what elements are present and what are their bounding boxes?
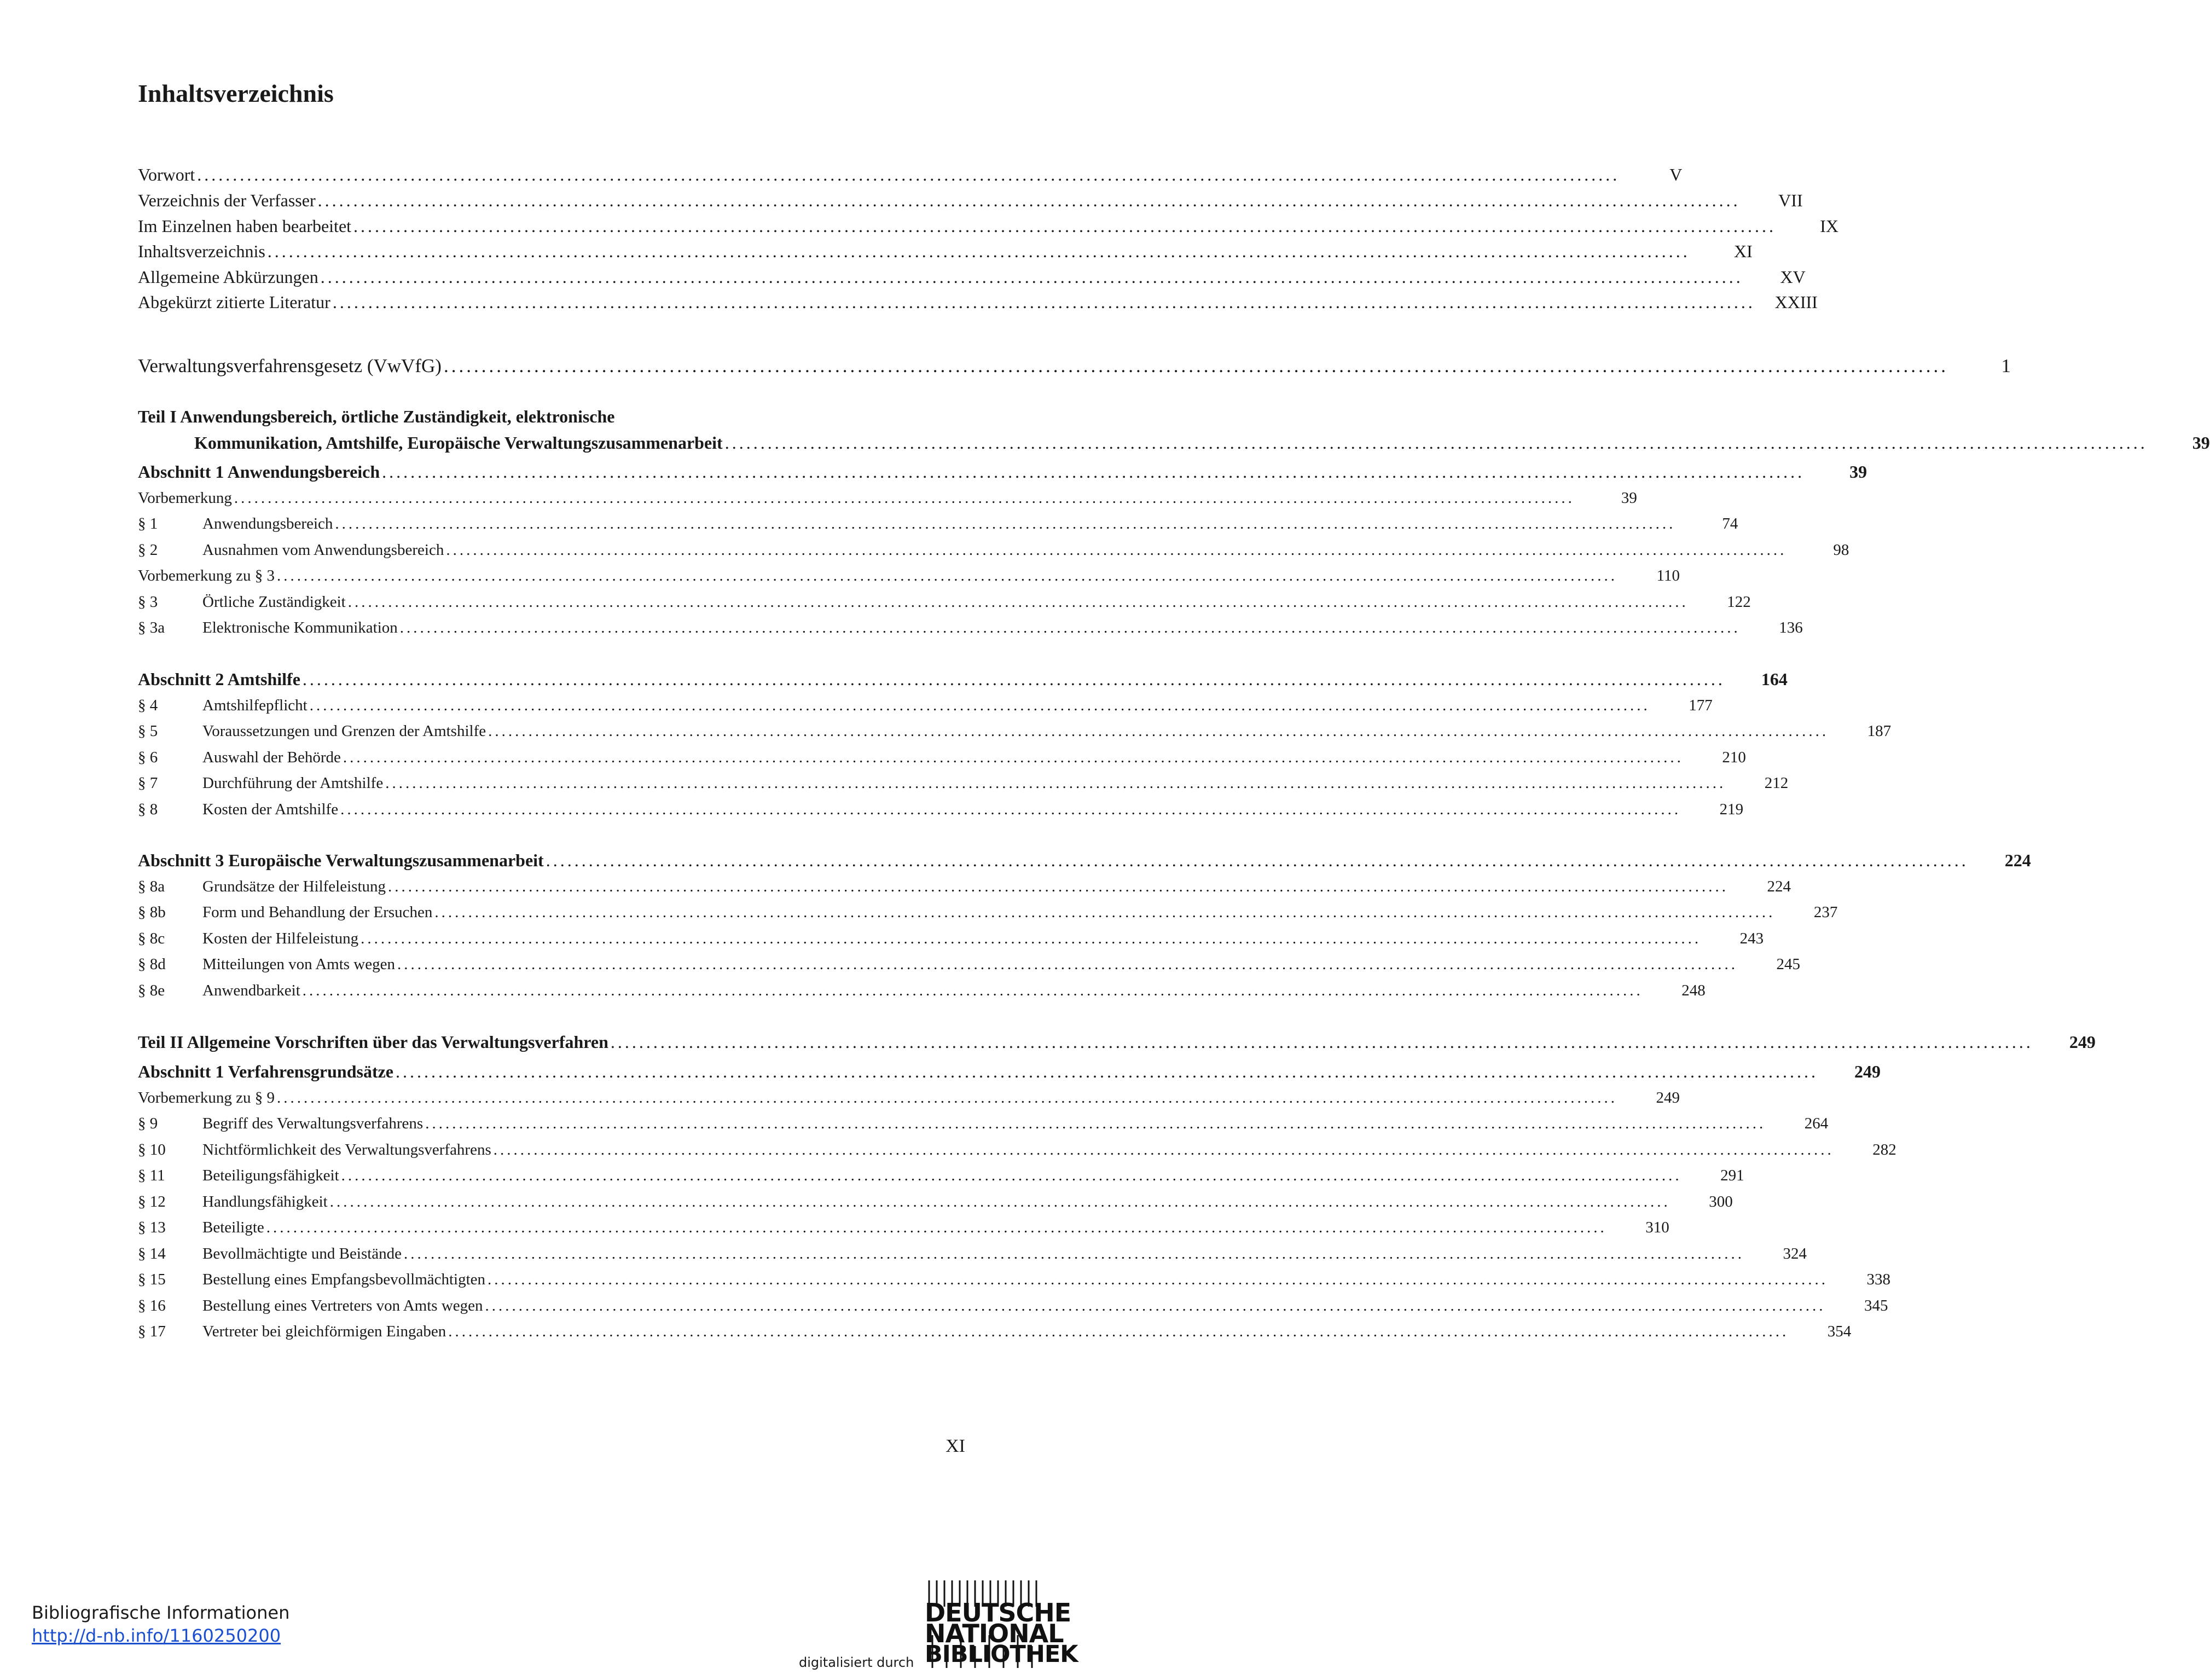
toc-leader: ........................................................................................................................................................................................................ bbox=[488, 722, 1829, 740]
toc-entry-number: § 17 bbox=[138, 1323, 166, 1340]
toc-entry-number: § 5 bbox=[138, 722, 158, 740]
toc-leader: ........................................................................................................................................................................................................ bbox=[197, 165, 1620, 184]
toc-entry bbox=[138, 289, 1818, 315]
toc-leader: ........................................................................................................................................................................................................ bbox=[332, 292, 1755, 312]
toc-entry-label: Handlungsfähigkeit bbox=[202, 1193, 328, 1210]
toc-leader: ........................................................................................................................................................................................................ bbox=[388, 878, 1729, 895]
toc-leader: ........................................................................................................................................................................................................ bbox=[317, 190, 1741, 210]
toc-entry-number: § 16 bbox=[138, 1297, 166, 1314]
toc-entry-page: 237 bbox=[1813, 903, 1838, 921]
toc-entry-number: § 8c bbox=[138, 930, 165, 947]
toc-entry bbox=[138, 900, 1838, 925]
toc-leader: ........................................................................................................................................................................................................ bbox=[353, 216, 1777, 236]
toc-leader: ........................................................................................................................................................................................................ bbox=[546, 850, 1969, 870]
toc-entry-page: 282 bbox=[1872, 1141, 1896, 1158]
toc-entry-page: 249 bbox=[1854, 1062, 1881, 1081]
toc-entry-page: XV bbox=[1780, 267, 1806, 287]
toc-entry-page: 324 bbox=[1783, 1245, 1807, 1262]
toc-entry-page: 122 bbox=[1727, 593, 1751, 611]
toc-entry-label: Abschnitt 1 Anwendungsbereich bbox=[138, 462, 380, 482]
toc-entry-page: 354 bbox=[1827, 1323, 1852, 1340]
toc-entry-number: § 7 bbox=[138, 774, 158, 792]
toc-entry-page: IX bbox=[1820, 216, 1839, 236]
toc-entry-number: § 8a bbox=[138, 878, 165, 895]
toc-entry-label: Durchführung der Amtshilfe bbox=[202, 774, 384, 792]
toc-entry-page: 110 bbox=[1656, 567, 1680, 584]
toc-entry bbox=[138, 1319, 1852, 1344]
toc-entry bbox=[138, 1215, 1669, 1240]
toc-entry-page: XI bbox=[1734, 241, 1753, 261]
toc-entry-number: § 2 bbox=[138, 541, 158, 559]
toc-leader: ........................................................................................................................................................................................................ bbox=[267, 241, 1690, 261]
toc-entry-number: § 15 bbox=[138, 1271, 166, 1288]
toc-entry-page: 249 bbox=[1656, 1089, 1680, 1107]
toc-entry-page: 338 bbox=[1866, 1271, 1891, 1288]
toc-entry bbox=[138, 1163, 1744, 1188]
toc-leader: ........................................................................................................................................................................................................ bbox=[320, 267, 1743, 287]
toc-entry-page: 212 bbox=[1764, 774, 1789, 792]
toc-leader: ........................................................................................................................................................................................................ bbox=[610, 1032, 2033, 1052]
toc-entry-label: Bevollmächtigte und Beistände bbox=[202, 1245, 402, 1262]
toc-entry-label: Bestellung eines Vertreters von Amts wegen bbox=[202, 1297, 483, 1314]
toc-leader: ........................................................................................................................................................................................................ bbox=[385, 774, 1726, 792]
toc-leader: ........................................................................................................................................................................................................ bbox=[341, 1167, 1682, 1184]
toc-entry bbox=[138, 745, 1746, 770]
toc-entry-number: § 1 bbox=[138, 515, 158, 532]
toc-entry-page: 300 bbox=[1709, 1193, 1733, 1210]
toc-entry-label: Amtshilfepflicht bbox=[202, 697, 308, 714]
toc-entry-label: Abschnitt 1 Verfahrensgrundsätze bbox=[138, 1062, 393, 1081]
toc-entry-page: 249 bbox=[2069, 1032, 2096, 1052]
toc-entry-page: 219 bbox=[1719, 801, 1744, 818]
toc-leader: ........................................................................................................................................................................................................ bbox=[309, 697, 1650, 714]
toc-leader: ........................................................................................................................................................................................................ bbox=[234, 489, 1575, 507]
toc-entry-page: 264 bbox=[1804, 1115, 1829, 1132]
toc-entry-label: Allgemeine Abkürzungen bbox=[138, 267, 318, 287]
toc-entry-label: Inhaltsverzeichnis bbox=[138, 241, 265, 261]
toc-entry-label: Örtliche Zuständigkeit bbox=[202, 593, 346, 611]
toc-leader: ........................................................................................................................................................................................................ bbox=[382, 462, 1805, 482]
toc-entry-label: Mitteilungen von Amts wegen bbox=[202, 955, 395, 973]
dnb-logo bbox=[925, 1580, 1078, 1668]
toc-entry-page: V bbox=[1669, 165, 1683, 184]
toc-entry-number: § 9 bbox=[138, 1115, 158, 1132]
toc-entry bbox=[138, 1085, 1680, 1110]
toc-entry-page: 224 bbox=[2004, 850, 2031, 870]
toc-entry-label-continued: Kommunikation, Amtshilfe, Europäische Verwaltungszusammenarbeit bbox=[194, 433, 723, 453]
toc-entry bbox=[138, 1111, 1829, 1136]
toc-entry-page: 210 bbox=[1722, 749, 1746, 766]
toc-entry-label: Begriff des Verwaltungsverfahrens bbox=[202, 1115, 424, 1132]
toc-entry-number: § 12 bbox=[138, 1193, 166, 1210]
toc-entry-page: 74 bbox=[1722, 515, 1738, 532]
toc-entry-number: § 8 bbox=[138, 801, 158, 818]
digitized-by-label: digitalisiert durch bbox=[799, 1655, 914, 1670]
toc-entry bbox=[138, 511, 1738, 536]
toc-entry-page: 245 bbox=[1776, 955, 1800, 973]
toc-entry-label: Voraussetzungen und Grenzen der Amtshilfe bbox=[202, 722, 486, 740]
toc-leader: ........................................................................................................................................................................................................ bbox=[434, 903, 1776, 921]
toc-entry bbox=[138, 771, 1789, 796]
toc-section-heading bbox=[138, 667, 1788, 692]
toc-entry bbox=[138, 1137, 1896, 1162]
toc-entry-page: 164 bbox=[1761, 669, 1788, 689]
toc-section-heading bbox=[138, 848, 2031, 873]
toc-entry-page: 1 bbox=[2001, 355, 2011, 376]
toc-entry bbox=[138, 1293, 1888, 1318]
toc-entry-page: 345 bbox=[1864, 1297, 1888, 1314]
toc-entry-label: Teil I Anwendungsbereich, örtliche Zuständigkeit, elektronische bbox=[138, 407, 615, 426]
toc-entry bbox=[138, 797, 1744, 822]
toc-entry-number: § 10 bbox=[138, 1141, 166, 1158]
biblio-info-label: Bibliografische Informationen bbox=[32, 1602, 290, 1623]
toc-leader: ........................................................................................................................................................................................................ bbox=[399, 619, 1741, 636]
toc-leader: ........................................................................................................................................................................................................ bbox=[343, 749, 1684, 766]
toc-entry-label: Nichtförmlichkeit des Verwaltungsverfahrens bbox=[202, 1141, 491, 1158]
toc-entry-label: Bestellung eines Empfangsbevollmächtigten bbox=[202, 1271, 486, 1288]
toc-leader: ........................................................................................................................................................................................................ bbox=[488, 1271, 1829, 1288]
toc-entry-page: 39 bbox=[2192, 433, 2210, 453]
toc-entry bbox=[138, 1189, 1733, 1214]
toc-leader: ........................................................................................................................................................................................................ bbox=[396, 1062, 1818, 1081]
toc-leader: ........................................................................................................................................................................................................ bbox=[340, 801, 1681, 818]
toc-entry bbox=[138, 239, 1753, 264]
toc-leader: ........................................................................................................................................................................................................ bbox=[266, 1219, 1607, 1236]
page-number: XI bbox=[946, 1436, 965, 1456]
toc-entry-label: Elektronische Kommunikation bbox=[202, 619, 398, 636]
toc-entry bbox=[138, 926, 1764, 951]
toc-entry-label: Ausnahmen vom Anwendungsbereich bbox=[202, 541, 444, 559]
toc-entry bbox=[138, 213, 1839, 239]
toc-entry-label: Vorbemerkung zu § 9 bbox=[138, 1089, 275, 1107]
toc-entry-label: Vorbemerkung bbox=[138, 489, 232, 507]
toc-entry-number: § 11 bbox=[138, 1167, 165, 1184]
toc-entry-label: Beteiligte bbox=[202, 1219, 264, 1236]
toc-entry-label: Anwendbarkeit bbox=[202, 982, 300, 999]
dnb-logo-line-2: NATIONAL bbox=[925, 1619, 1064, 1648]
toc-entry-number: § 8e bbox=[138, 982, 165, 999]
toc-leader: ........................................................................................................................................................................................................ bbox=[485, 1297, 1826, 1314]
toc-entry-page: XXIII bbox=[1774, 292, 1818, 312]
toc-section-heading bbox=[138, 1059, 1881, 1084]
toc-leader: ........................................................................................................................................................................................................ bbox=[276, 1089, 1617, 1107]
toc-entry bbox=[138, 615, 1803, 640]
toc-entry-label: Verzeichnis der Verfasser bbox=[138, 190, 316, 210]
toc-entry-label: Abschnitt 3 Europäische Verwaltungszusammenarbeit bbox=[138, 850, 544, 870]
dnb-logo-line-3: BIBLIOTHEK bbox=[925, 1641, 1078, 1668]
toc-leader: ........................................................................................................................................................................................................ bbox=[329, 1193, 1670, 1210]
toc-entry-number: § 3a bbox=[138, 619, 165, 636]
toc-entry-page: 291 bbox=[1720, 1167, 1744, 1184]
toc-entry-page: 39 bbox=[1849, 462, 1867, 482]
toc-entry-page: 224 bbox=[1767, 878, 1791, 895]
toc-entry bbox=[138, 874, 1791, 899]
toc-entry-page: 39 bbox=[1621, 489, 1637, 507]
toc-entry-number: § 8d bbox=[138, 955, 166, 973]
toc-entry-label: Vorwort bbox=[138, 165, 195, 184]
toc-entry-page: 310 bbox=[1645, 1219, 1669, 1236]
toc-entry-page: VII bbox=[1778, 190, 1803, 210]
toc-leader: ........................................................................................................................................................................................................ bbox=[397, 955, 1738, 973]
toc-leader: ........................................................................................................................................................................................................ bbox=[425, 1115, 1766, 1132]
toc-leader: ........................................................................................................................................................................................................ bbox=[493, 1141, 1834, 1158]
toc-part-heading bbox=[138, 1029, 2096, 1055]
toc-entry bbox=[138, 978, 1706, 1003]
toc-part-heading bbox=[138, 403, 2210, 456]
toc-entry-page: 187 bbox=[1867, 722, 1892, 740]
toc-leader: ........................................................................................................................................................................................................ bbox=[276, 567, 1617, 584]
toc-entry bbox=[138, 1267, 1891, 1292]
toc-leader: ........................................................................................................................................................................................................ bbox=[448, 1323, 1789, 1340]
toc-entry-label: Grundsätze der Hilfeleistung bbox=[202, 878, 386, 895]
toc-entry-number: § 8b bbox=[138, 903, 166, 921]
toc-entry bbox=[138, 264, 1806, 289]
toc-entry-label: Teil II Allgemeine Vorschriften über das Verwaltungsverfahren bbox=[138, 1032, 608, 1052]
toc-entry-page: 177 bbox=[1689, 697, 1713, 714]
toc-entry bbox=[138, 563, 1680, 588]
toc-entry-label: Kosten der Hilfeleistung bbox=[202, 930, 359, 947]
toc-entry bbox=[138, 952, 1800, 977]
toc-entry bbox=[138, 719, 1892, 744]
toc-entry-page: 243 bbox=[1739, 930, 1764, 947]
toc-entry-label: Abgekürzt zitierte Literatur bbox=[138, 292, 330, 312]
toc-entry-page: 136 bbox=[1779, 619, 1803, 636]
toc-leader: ........................................................................................................................................................................................................ bbox=[443, 355, 1948, 376]
toc-entry bbox=[138, 485, 1637, 511]
toc-leader: ........................................................................................................................................................................................................ bbox=[302, 669, 1725, 689]
toc-section-heading bbox=[138, 459, 1867, 484]
toc-heading bbox=[138, 354, 2011, 379]
toc-entry-page: 248 bbox=[1681, 982, 1706, 999]
toc-leader: ........................................................................................................................................................................................................ bbox=[347, 593, 1689, 611]
toc-entry-label: Auswahl der Behörde bbox=[202, 749, 341, 766]
toc-entry bbox=[138, 589, 1751, 615]
toc-entry-number: § 14 bbox=[138, 1245, 166, 1262]
toc-entry-label: Im Einzelnen haben bearbeitet bbox=[138, 216, 352, 236]
biblio-info-link[interactable]: http://d-nb.info/1160250200 bbox=[32, 1625, 281, 1646]
toc-entry-label: Kosten der Amtshilfe bbox=[202, 801, 339, 818]
toc-entry-number: § 13 bbox=[138, 1219, 166, 1236]
toc-leader: ........................................................................................................................................................................................................ bbox=[361, 930, 1702, 947]
toc-leader: ........................................................................................................................................................................................................ bbox=[446, 541, 1787, 559]
toc-entry-number: § 4 bbox=[138, 697, 158, 714]
toc-entry bbox=[138, 162, 1683, 187]
toc-entry bbox=[138, 693, 1713, 718]
toc-entry bbox=[138, 1241, 1807, 1266]
toc-leader: ........................................................................................................................................................................................................ bbox=[724, 433, 2148, 453]
toc-leader: ........................................................................................................................................................................................................ bbox=[404, 1245, 1745, 1262]
toc-entry bbox=[138, 188, 1803, 213]
toc-entry-number: § 3 bbox=[138, 593, 158, 611]
toc-leader: ........................................................................................................................................................................................................ bbox=[335, 515, 1676, 532]
toc-entry-label: Vorbemerkung zu § 3 bbox=[138, 567, 275, 584]
toc-entry-label: Abschnitt 2 Amtshilfe bbox=[138, 669, 300, 689]
page-title: Inhaltsverzeichnis bbox=[138, 79, 334, 107]
toc-entry-label: Vertreter bei gleichförmigen Eingaben bbox=[202, 1323, 446, 1340]
toc-entry-number: § 6 bbox=[138, 749, 158, 766]
toc-entry-page: 98 bbox=[1833, 541, 1849, 559]
toc-entry-label: Anwendungsbereich bbox=[202, 515, 333, 532]
dnb-logo-line-1: DEUTSCHE bbox=[925, 1598, 1071, 1627]
toc-entry-label: Verwaltungsverfahrensgesetz (VwVfG) bbox=[138, 355, 442, 376]
toc-entry-label: Form und Behandlung der Ersuchen bbox=[202, 903, 433, 921]
toc-entry bbox=[138, 537, 1849, 563]
toc-entry-label: Beteiligungsfähigkeit bbox=[202, 1167, 339, 1184]
toc-leader: ........................................................................................................................................................................................................ bbox=[302, 982, 1643, 999]
